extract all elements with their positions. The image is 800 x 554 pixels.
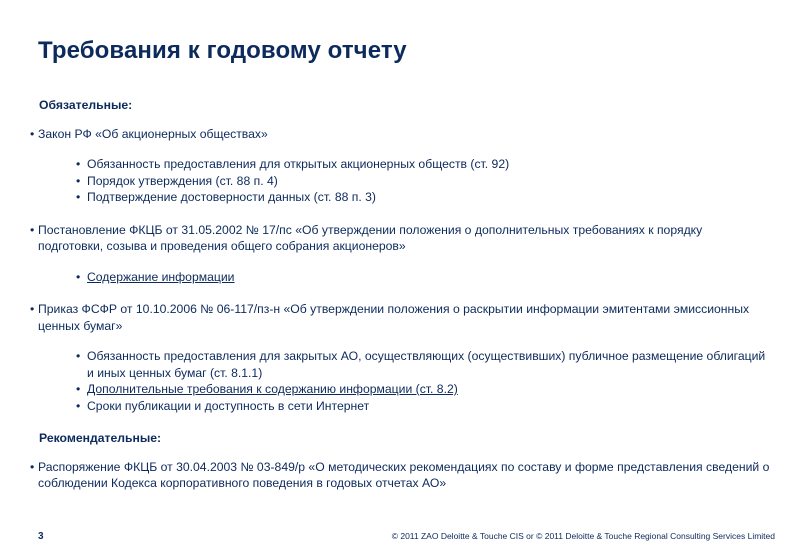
mandatory-heading: Обязательные: — [39, 98, 133, 112]
slide-content — [30, 97, 770, 492]
sub-item: • Сроки публикации и доступность в сети Интернет — [76, 398, 770, 415]
law-subitems — [30, 348, 770, 414]
recommended-heading: Рекомендательные: — [39, 431, 162, 445]
bullet-icon: • — [30, 459, 35, 474]
bullet-icon: • — [30, 126, 35, 141]
page-number: 3 — [38, 531, 44, 542]
bullet-icon: • — [30, 302, 35, 316]
law-text: Распоряжение ФКЦБ от 30.04.2003 № 03-849/р «О методических рекомендациях по составу и форме представления сведений о соблюдении Кодекса корпоративного поведения в годовых отчетах АО» — [38, 459, 770, 490]
law-subitems — [30, 269, 770, 286]
sub-item: • Обязанность предоставления для закрытых АО, осуществляющих (осуществивших) публичное размещение облигаций и иных ценных бумаг (ст. 8.1.1) — [76, 348, 770, 381]
copyright-notice: © 2011 ZAO Deloitte & Touche CIS or © 2011 Deloitte & Touche Regional Consulting Services Limited — [391, 531, 775, 541]
law-text: Постановление ФКЦБ от 31.05.2002 № 17/пс «Об утверждении положения о дополнительных требованиях к порядку подготовки, созыва и проведения общего собрания акционеров» — [38, 222, 703, 253]
bullet-icon: • — [30, 222, 35, 237]
content-info-link[interactable]: Содержание информации — [87, 269, 235, 284]
sub-item: • Подтверждение достоверности данных (ст. 88 п. 3) — [76, 189, 770, 206]
law-item — [30, 459, 770, 492]
page-title: Требования к годовому отчету — [38, 37, 407, 64]
sub-item: • Обязанность предоставления для открытых акционерных обществ (ст. 92) — [76, 156, 770, 173]
law-text: Закон РФ «Об акционерных обществах» — [38, 126, 268, 141]
law-text: Приказ ФСФР от 10.10.2006 № 06-117/пз-н «Об утверждении положения о раскрытии информации эмитентами эмиссионных ценных бумаг» — [38, 302, 750, 333]
law-subitems — [30, 156, 770, 206]
sub-item-link — [76, 269, 770, 286]
law-item — [30, 301, 770, 334]
sub-item-link — [76, 381, 770, 398]
additional-requirements-link[interactable]: Дополнительные требования к содержанию информации (ст. 8.2) — [87, 382, 458, 396]
law-item — [30, 126, 770, 143]
law-item — [30, 222, 770, 255]
sub-item: • Порядок утверждения (ст. 88 п. 4) — [76, 173, 770, 190]
